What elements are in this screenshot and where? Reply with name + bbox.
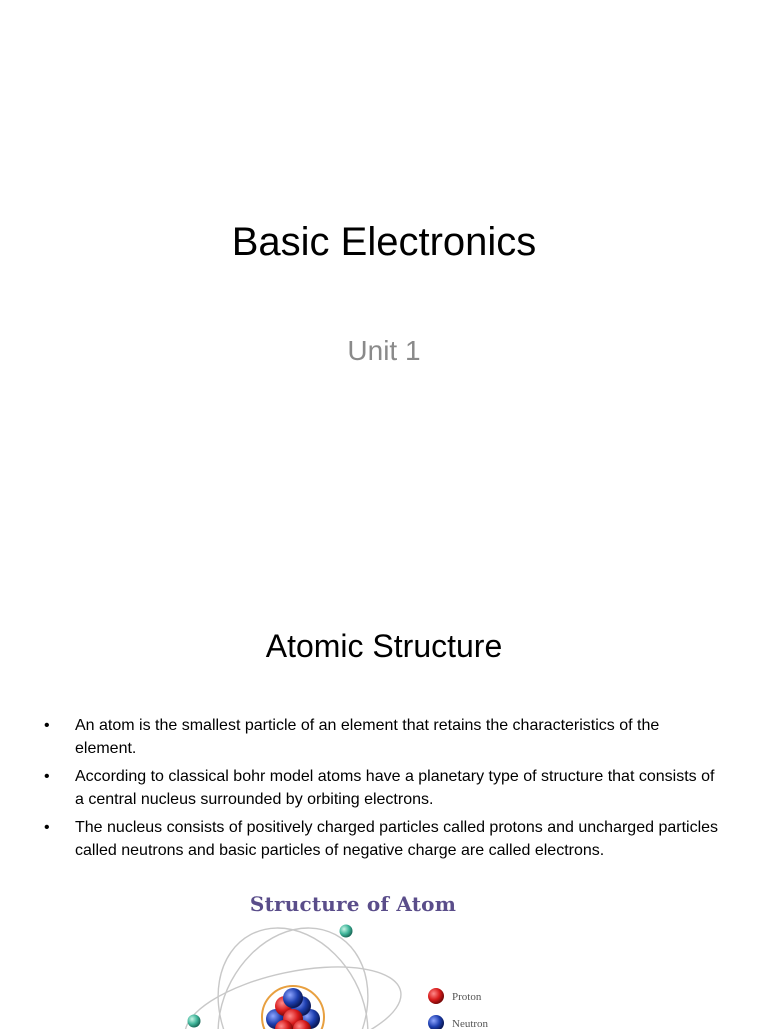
bullet-item bbox=[42, 816, 722, 862]
slide-title: Basic Electronics bbox=[231, 220, 537, 264]
bullet-text: The nucleus consists of positively charged particles called protons and uncharged particles called neutrons and basic particles of negative charge are called electrons. bbox=[75, 819, 719, 859]
legend-proton-swatch bbox=[428, 988, 444, 1004]
bullet-text: An atom is the smallest particle of an element that retains the characteristics of the element. bbox=[75, 717, 660, 757]
legend-neutron-label: Neutron bbox=[452, 1018, 489, 1029]
legend-proton-label: Proton bbox=[452, 991, 482, 1003]
bullet-item bbox=[42, 714, 722, 760]
slide-subtitle: Unit 1 bbox=[347, 335, 421, 366]
legend-neutron-swatch bbox=[428, 1015, 444, 1029]
figure-title: Structure of Atom bbox=[249, 892, 457, 916]
bullet-item bbox=[42, 765, 722, 811]
bullet-dot: • bbox=[44, 717, 50, 734]
bullet-text: According to classical bohr model atoms have a planetary type of structure that consists of a central nucleus surrounded by orbiting electrons. bbox=[75, 768, 715, 808]
electron bbox=[188, 1015, 201, 1028]
bullet-list bbox=[42, 714, 722, 867]
legend bbox=[428, 988, 489, 1029]
bullet-dot: • bbox=[44, 819, 50, 836]
nucleus bbox=[266, 988, 320, 1029]
slide-title: Atomic Structure bbox=[265, 628, 503, 664]
content-slide bbox=[0, 576, 768, 1029]
bullet-dot: • bbox=[44, 768, 50, 785]
electron bbox=[340, 925, 353, 938]
atom-structure-figure bbox=[168, 889, 528, 1029]
